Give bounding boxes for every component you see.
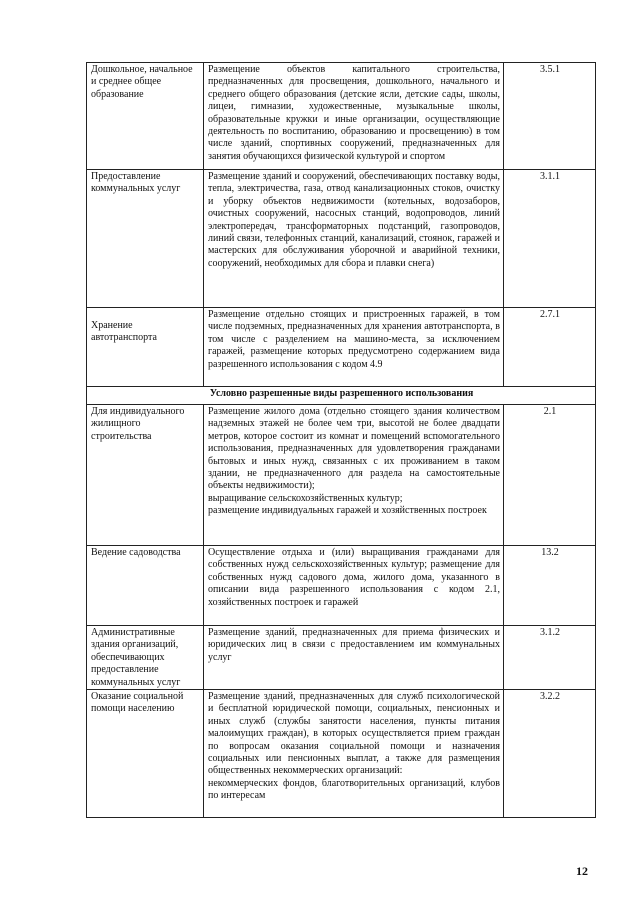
table-row <box>87 170 596 308</box>
use-name: Ведение садоводства <box>87 546 204 626</box>
use-description: Размещение объектов капитального строительства, предназначенных для просвещения, дошкольного, начального и среднего общего образования (детские ясли, детские сады, школы, лицеи, гимназии, художественные, музыкальные школы, образовательные кружки и иные организации, осуществляющие деятельность по воспитанию, образованию и просвещению) в том числе зданий, спортивных сооружений, предназначенных для занятия обучающихся физической культурой и спортом <box>204 63 504 170</box>
use-description <box>204 690 504 818</box>
table-row <box>87 626 596 690</box>
use-name <box>87 308 204 387</box>
use-description: Осуществление отдыха и (или) выращивания гражданами для собственных нужд сельскохозяйственных культур; размещение для собственных нужд садового дома, жилого дома, указанного в описании вида разрешенного использования с кодом 2.1, хозяйственных построек и гаражей <box>204 546 504 626</box>
use-name: Оказание социальной помощи населению <box>87 690 204 818</box>
use-code: 3.2.2 <box>504 690 596 818</box>
table-row <box>87 546 596 626</box>
use-name: Предоставление коммунальных услуг <box>87 170 204 308</box>
use-name: Для индивидуального жилищного строительства <box>87 405 204 546</box>
table-row <box>87 690 596 818</box>
use-code: 13.2 <box>504 546 596 626</box>
table-row <box>87 63 596 170</box>
description-paragraph: некоммерческих фондов, благотворительных организаций, клубов по интересам <box>208 777 500 802</box>
land-use-table <box>86 62 596 818</box>
use-name-text: Хранение автотранспорта <box>91 320 157 344</box>
use-description: Размещение отдельно стоящих и пристроенных гаражей, в том числе подземных, предназначенных для хранения автотранспорта, в том числе с разделением на машино-места, за исключением гаражей, размещение которых предусмотрено содержанием вида разрешенного использования с кодом 4.9 <box>204 308 504 387</box>
use-description: Размещение зданий, предназначенных для приема физических и юридических лиц в связи с предоставлением им коммунальных услуг <box>204 626 504 690</box>
section-row <box>87 387 596 405</box>
page-number: 12 <box>576 864 588 878</box>
use-code: 2.1 <box>504 405 596 546</box>
description-paragraph: Размещение зданий, предназначенных для служб психологической и бесплатной юридической помощи, социальных, пенсионных и иных служб (службы занятости населения, пункты питания малоимущих граждан), в которых осуществляется прием граждан по вопросам оказания социальной помощи и назначения социальных или пенсионных выплат, а также для размещения общественных некоммерческих организаций: <box>208 691 500 777</box>
use-description: Размещение зданий и сооружений, обеспечивающих поставку воды, тепла, электричества, газа, отвод канализационных стоков, очистку и уборку объектов недвижимости (котельных, водозаборов, очистных сооружений, насосных станций, водопроводов, линий электропередач, трансформаторных подстанций, газопроводов, линий связи, телефонных станций, канализаций, стоянок, гаражей и мастерских для обслуживания уборочной и аварийной техники, сооружений, необходимых для сбора и плавки снега) <box>204 170 504 308</box>
use-code: 3.1.2 <box>504 626 596 690</box>
description-paragraph: Размещение жилого дома (отдельно стоящего здания количеством надземных этажей не более чем три, высотой не более двадцати метров, которое состоит из комнат и помещений вспомогательного использования, предназначенных для удовлетворения гражданами бытовых и иных нужд, связанных с их проживанием в таком здании, не предназначенного для раздела на самостоятельные объекты недвижимости); <box>208 406 500 492</box>
use-description <box>204 405 504 546</box>
table-row <box>87 308 596 387</box>
use-name: Административные здания организаций, обеспечивающих предоставление коммунальных услуг <box>87 626 204 690</box>
use-code: 3.5.1 <box>504 63 596 170</box>
use-code: 2.7.1 <box>504 308 596 387</box>
use-code: 3.1.1 <box>504 170 596 308</box>
section-title: Условно разрешенные виды разрешенного использования <box>87 387 596 405</box>
description-paragraph: размещение индивидуальных гаражей и хозяйственных построек <box>208 505 487 517</box>
use-name: Дошкольное, начальное и среднее общее образование <box>87 63 204 170</box>
description-paragraph: выращивание сельскохозяйственных культур; <box>208 492 403 504</box>
table-row <box>87 405 596 546</box>
